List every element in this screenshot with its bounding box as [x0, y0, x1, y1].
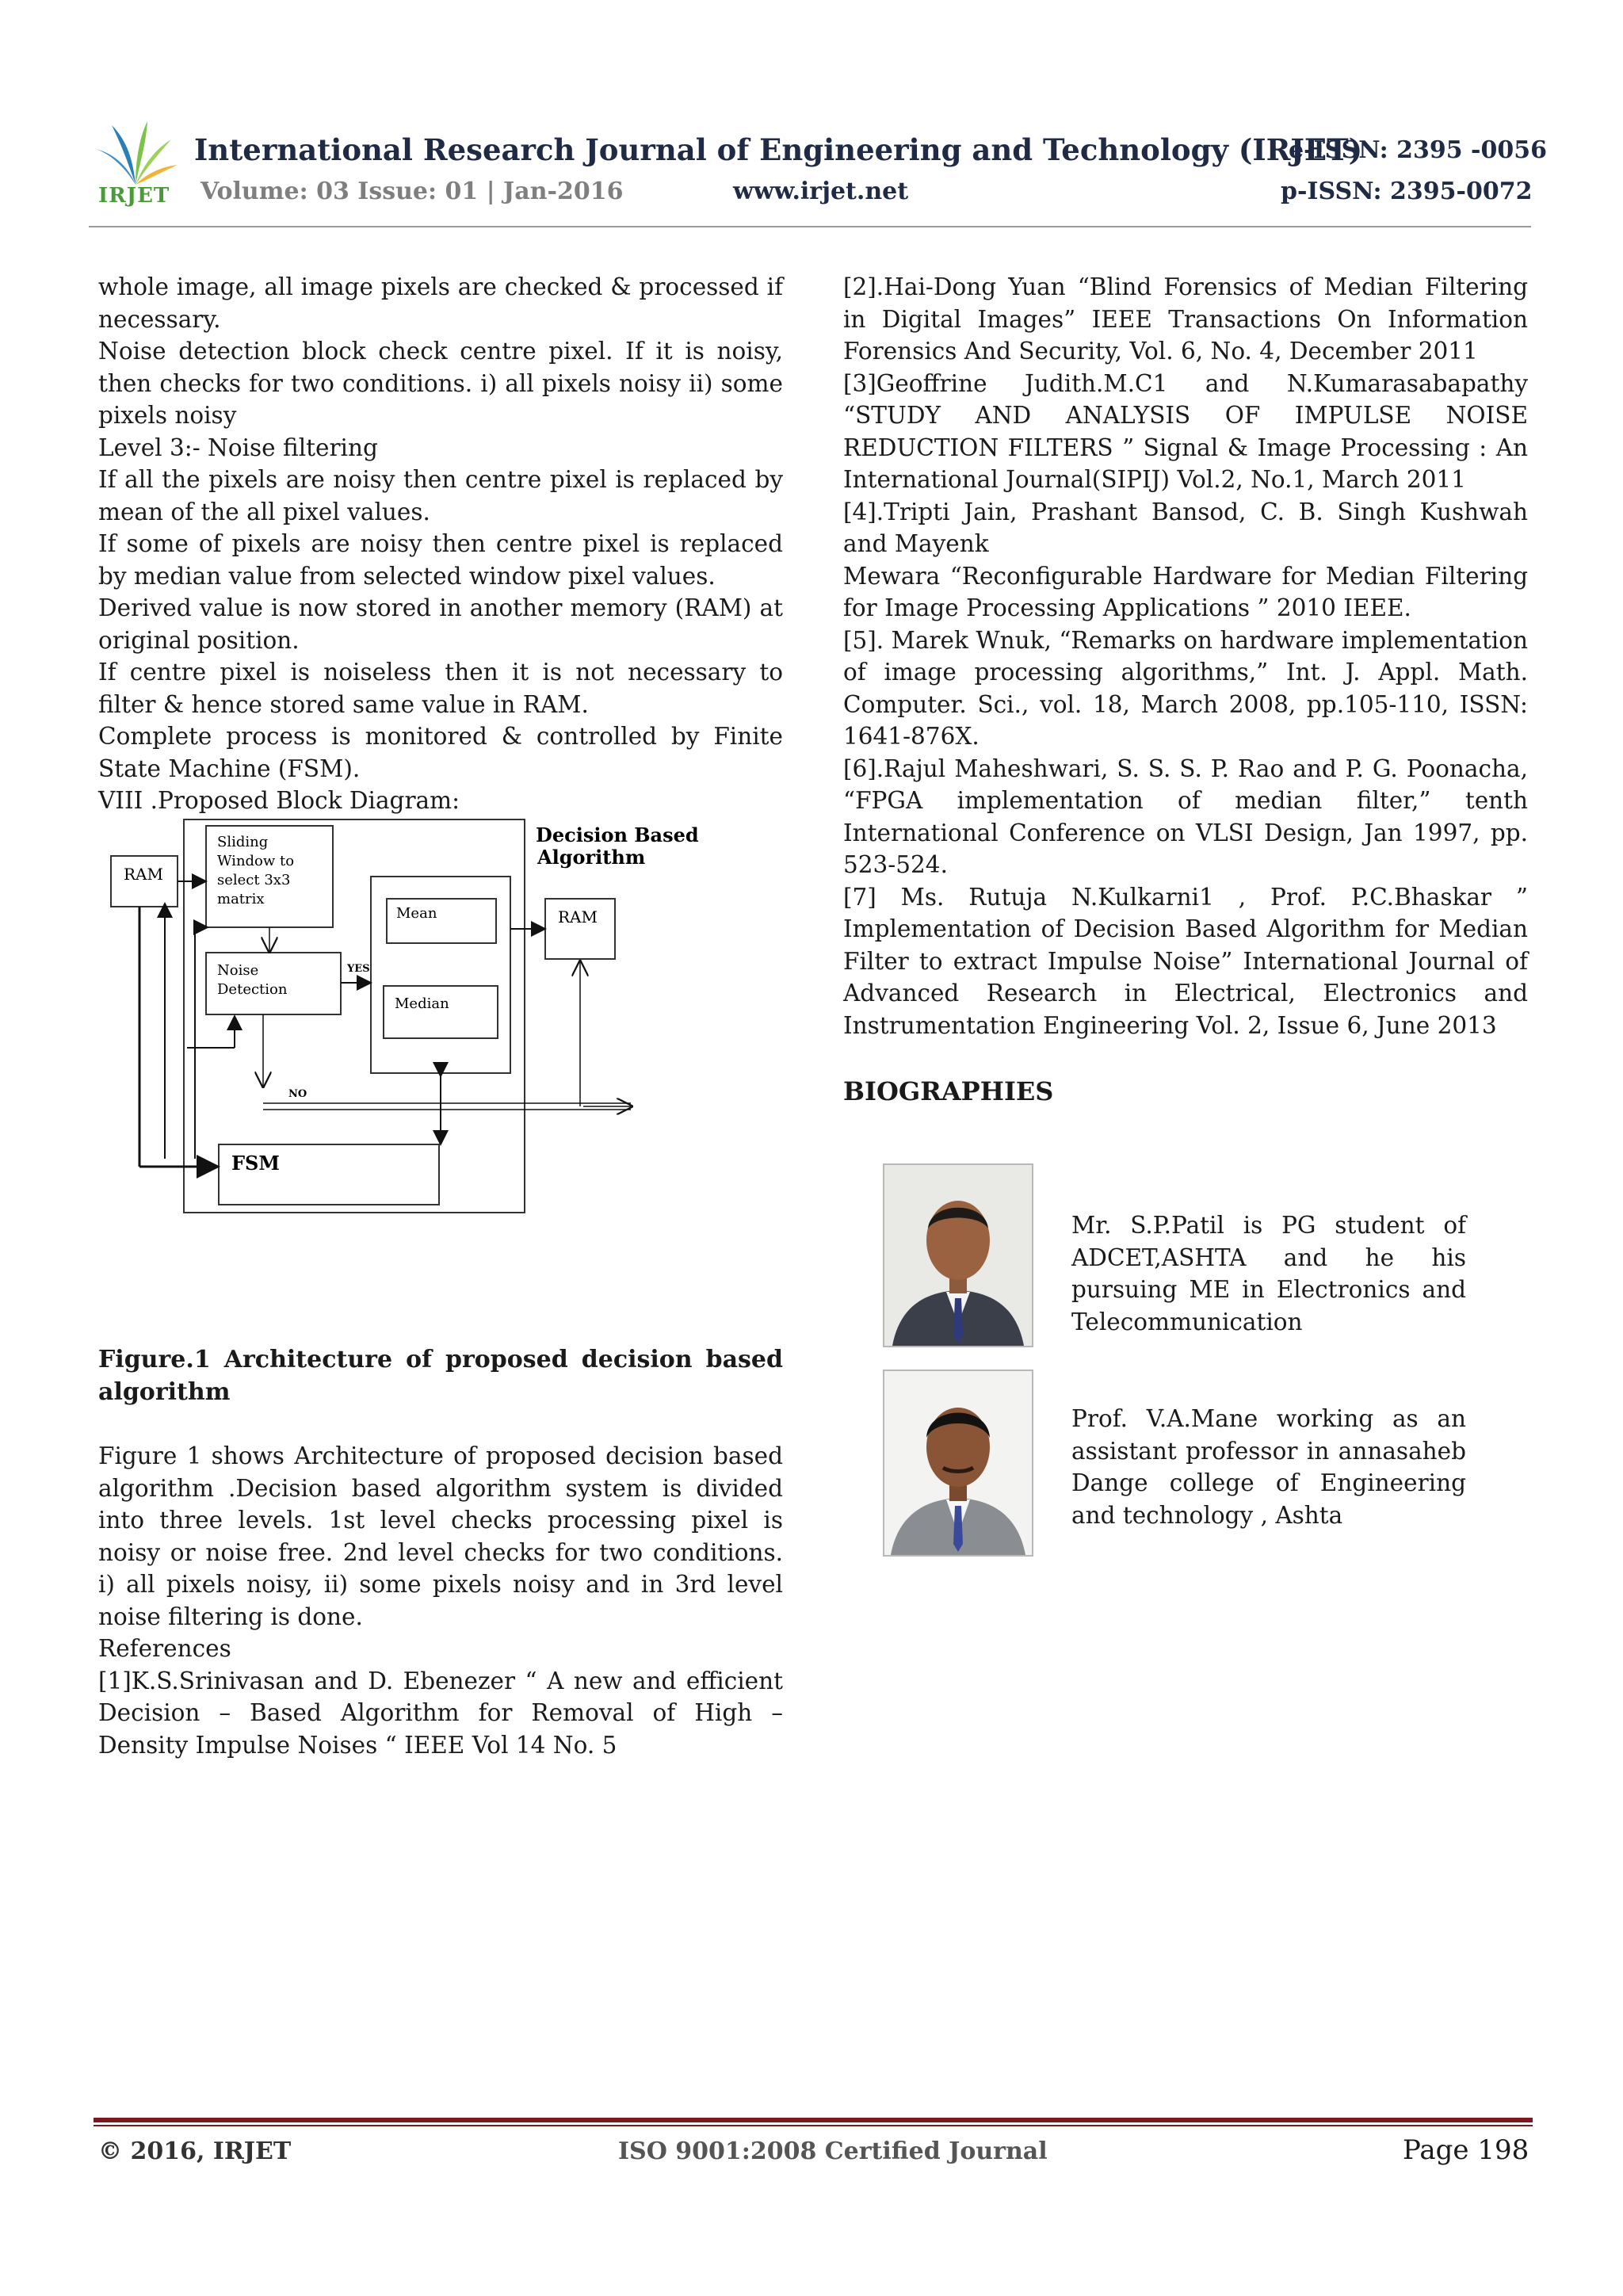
- journal-website[interactable]: www.irjet.net: [733, 178, 909, 205]
- fsm-label: FSM: [231, 1152, 280, 1175]
- reference-item: [7] Ms. Rutuja N.Kulkarni1 , Prof. P.C.Bhaskar ” Implementation of Decision Based Algorithm for Median Filter to extract Impulse Noise” International Journal of Advanced Research in Electrical, Electronics and Instrumentation Engineering Vol. 2, Issue 6, June 2013: [843, 883, 1528, 1039]
- reference-item: [1]K.S.Srinivasan and D. Ebenezer “ A new and efficient Decision – Based Algorithm for Removal of High – Density Impulse Noises “ IEEE Vol 14 No. 5: [98, 1667, 783, 1759]
- left-column-body: [98, 271, 783, 817]
- paragraph: Level 3:- Noise filtering: [98, 434, 378, 461]
- paragraph: Complete process is monitored & controlled by Finite State Machine (FSM).: [98, 723, 783, 782]
- figure-description: [98, 1440, 783, 1761]
- logo-text: IRJET: [98, 184, 170, 208]
- right-column-references: [843, 271, 1528, 1041]
- reference-item: [4].Tripti Jain, Prashant Bansod, C. B. Singh Kushwah and Mayenk: [843, 498, 1528, 557]
- biographies-heading: BIOGRAPHIES: [843, 1076, 1054, 1106]
- paragraph: whole image, all image pixels are checked & processed if necessary.: [98, 273, 783, 333]
- section-heading: VIII .Proposed Block Diagram:: [98, 787, 460, 814]
- diagram-title-line1: Decision Based: [536, 823, 699, 846]
- yes-label: YES: [347, 963, 370, 975]
- footer-divider-thin: [94, 2125, 1533, 2126]
- diagram-title-line2: Algorithm: [537, 846, 646, 869]
- journal-title: International Research Journal of Engineering and Technology (IRJET): [194, 132, 1363, 167]
- paragraph: If all the pixels are noisy then centre pixel is replaced by mean of the all pixel values.: [98, 466, 783, 525]
- block-diagram: [108, 810, 726, 1222]
- ram-input-label: RAM: [124, 865, 163, 884]
- paragraph: If some of pixels are noisy then centre pixel is replaced by median value from selected window pixel values.: [98, 530, 783, 590]
- header-divider: [89, 226, 1531, 227]
- reference-item: [5]. Marek Wnuk, “Remarks on hardware implementation of image processing algorithms,” Int. J. Appl. Math. Computer. Sci., vol. 18, March 2008, pp.105-110, ISSN: 1641-876X.: [843, 626, 1528, 750]
- mean-label: Mean: [396, 905, 437, 922]
- reference-item: [6].Rajul Maheshwari, S. S. S. P. Rao and P. G. Poonacha, “FPGA implementation of median filter,” tenth International Conference on VLSI Design, Jan 1997, pp. 523-524.: [843, 755, 1528, 878]
- reference-item: Mewara “Reconfigurable Hardware for Median Filtering for Image Processing Applications ” 2010 IEEE.: [843, 562, 1528, 621]
- footer-certification: ISO 9001:2008 Certified Journal: [618, 2137, 1048, 2165]
- references-heading: References: [98, 1635, 231, 1662]
- sliding-window-label: matrix: [217, 891, 265, 907]
- irjet-logo-mark: [92, 117, 179, 189]
- sliding-window-label: Window to: [217, 853, 295, 869]
- noise-detection-label: Noise: [217, 962, 259, 979]
- paragraph: If centre pixel is noiseless then it is not necessary to filter & hence stored same value in RAM.: [98, 659, 783, 718]
- figure-caption: Figure.1 Architecture of proposed decision based algorithm: [98, 1346, 783, 1406]
- footer-copyright: © 2016, IRJET: [98, 2137, 292, 2165]
- reference-item: [3]Geoffrine Judith.M.C1 and N.Kumarasabapathy “STUDY AND ANALYSIS OF IMPULSE NOISE REDUCTION FILTERS ” Signal & Image Processing : An International Journal(SIPIJ) Vol.2, No.1, March 2011: [843, 369, 1528, 493]
- bio-text: Prof. V.A.Mane working as an assistant professor in annasaheb Dange college of Engineering and technology , Ashta: [1071, 1405, 1466, 1529]
- reference-item: [2].Hai-Dong Yuan “Blind Forensics of Median Filtering in Digital Images” IEEE Transactions On Information Forensics And Security, Vol. 6, No. 4, December 2011: [843, 273, 1528, 365]
- paragraph: Figure 1 shows Architecture of proposed decision based algorithm .Decision based algorithm system is divided into three levels. 1st level checks processing pixel is noisy or noise free. 2nd level checks for two conditions. i) all pixels noisy, ii) some pixels noisy and in 3rd level noise filtering is done.: [98, 1442, 783, 1630]
- median-label: Median: [395, 995, 449, 1012]
- paragraph: Noise detection block check centre pixel. If it is noisy, then checks for two conditions. i) all pixels noisy ii) some pixels noisy: [98, 338, 783, 429]
- sliding-window-label: Sliding: [217, 834, 269, 850]
- median-block: [384, 986, 498, 1038]
- page-number: Page 198: [1403, 2134, 1529, 2166]
- footer-divider: [94, 2118, 1533, 2122]
- volume-issue: Volume: 03 Issue: 01 | Jan-2016: [200, 178, 624, 205]
- bio-text: Mr. S.P.Patil is PG student of ADCET,ASHTA and he his pursuing ME in Electronics and Telecommunication: [1071, 1212, 1466, 1335]
- p-issn: p-ISSN: 2395-0072: [1281, 178, 1533, 205]
- sliding-window-label: select 3x3: [217, 872, 291, 888]
- e-issn: e-ISSN: 2395 -0056: [1289, 136, 1548, 164]
- filter-container: [371, 877, 510, 1073]
- author-photo-patil: [883, 1163, 1033, 1347]
- ram-output-label: RAM: [558, 907, 598, 926]
- noise-detection-label: Detection: [217, 981, 288, 998]
- no-label: NO: [288, 1088, 307, 1100]
- author-photo-mane: [883, 1370, 1033, 1557]
- paragraph: Derived value is now stored in another memory (RAM) at original position.: [98, 594, 783, 654]
